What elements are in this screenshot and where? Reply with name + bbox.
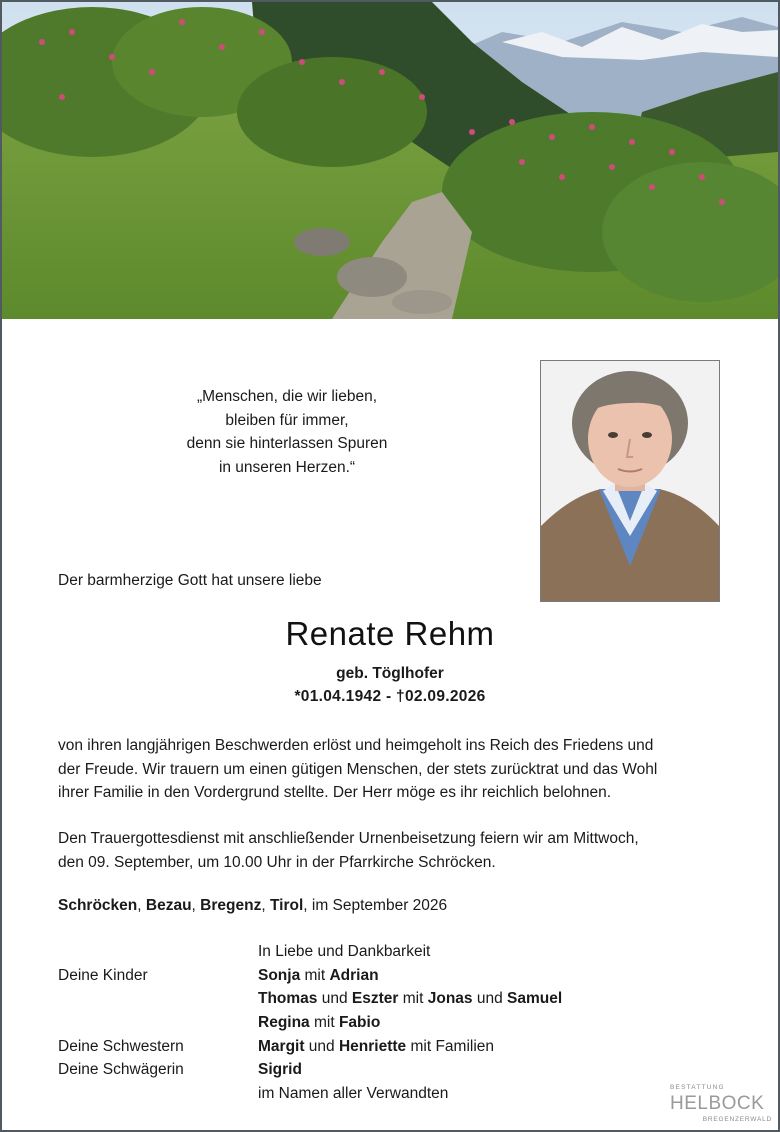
quote-line: „Menschen, die wir lieben,: [196, 388, 378, 405]
paragraph-service: [58, 827, 728, 874]
logo-main: HELBOCK: [670, 1093, 765, 1114]
quote-block: [152, 385, 422, 479]
mourner-group-label: Deine Schwestern: [58, 1038, 184, 1055]
maiden-name: geb. Töglhofer: [336, 665, 444, 682]
place-name: Bregenz: [200, 897, 262, 914]
logo-top: BESTATTUNG: [670, 1084, 725, 1091]
mourner-entry: Thomas und Eszter mit Jonas und Samuel: [258, 990, 563, 1007]
mourners-closing: im Namen aller Verwandten: [258, 1085, 449, 1102]
places-line: [58, 897, 447, 915]
intro-text: Der barmherzige Gott hat unsere liebe: [58, 572, 322, 589]
portrait-photo: [540, 360, 720, 602]
mourner-entry: Sigrid: [258, 1061, 302, 1078]
date-text: , im September 2026: [303, 897, 448, 914]
separator: ,: [261, 897, 270, 914]
mourners-intro: In Liebe und Dankbarkeit: [258, 943, 431, 960]
place-name: Tirol: [269, 897, 304, 914]
quote-line: denn sie hinterlassen Spuren: [186, 435, 388, 452]
paragraph-line: Den Trauergottesdienst mit anschließender Urnenbeisetzung feiern wir am Mittwoch,: [58, 830, 639, 847]
place-name: Schröcken: [58, 897, 138, 914]
separator: ,: [191, 897, 201, 914]
paragraph-line: von ihren langjährigen Beschwerden erlöst und heimgeholt ins Reich des Friedens und: [58, 737, 654, 754]
place-name: Bezau: [145, 897, 192, 914]
paragraph-line: ihrer Familie in den Vordergrund stellte. Der Herr möge es ihr reichlich belohnen.: [58, 784, 612, 801]
mourner-entry: Sonja mit Adrian: [258, 967, 379, 984]
separator: ,: [137, 897, 146, 914]
quote-line: bleiben für immer,: [225, 411, 349, 429]
quote-line: in unseren Herzen.“: [218, 458, 356, 476]
mourner-entry: Margit und Henriette mit Familien: [258, 1038, 495, 1055]
paragraph-line: der Freude. Wir trauern um einen gütigen Menschen, der stets zurücktrat und das Wohl: [58, 760, 658, 778]
mourner-group-label: Deine Schwägerin: [58, 1061, 184, 1078]
paragraph-passing: [58, 734, 728, 805]
logo-sub: BREGENZERWALD: [702, 1116, 772, 1123]
paragraph-line: den 09. September, um 10.00 Uhr in der Pfarrkirche Schröcken.: [58, 853, 496, 871]
deceased-name: Renate Rehm: [285, 615, 495, 652]
mourner-entry: Regina mit Fabio: [258, 1014, 381, 1031]
mourner-group-label: Deine Kinder: [58, 967, 148, 984]
alpine-meadow-image: [2, 2, 778, 319]
funeral-home-logo: [666, 1084, 772, 1124]
life-dates: *01.04.1942 - †02.09.2026: [294, 688, 486, 705]
